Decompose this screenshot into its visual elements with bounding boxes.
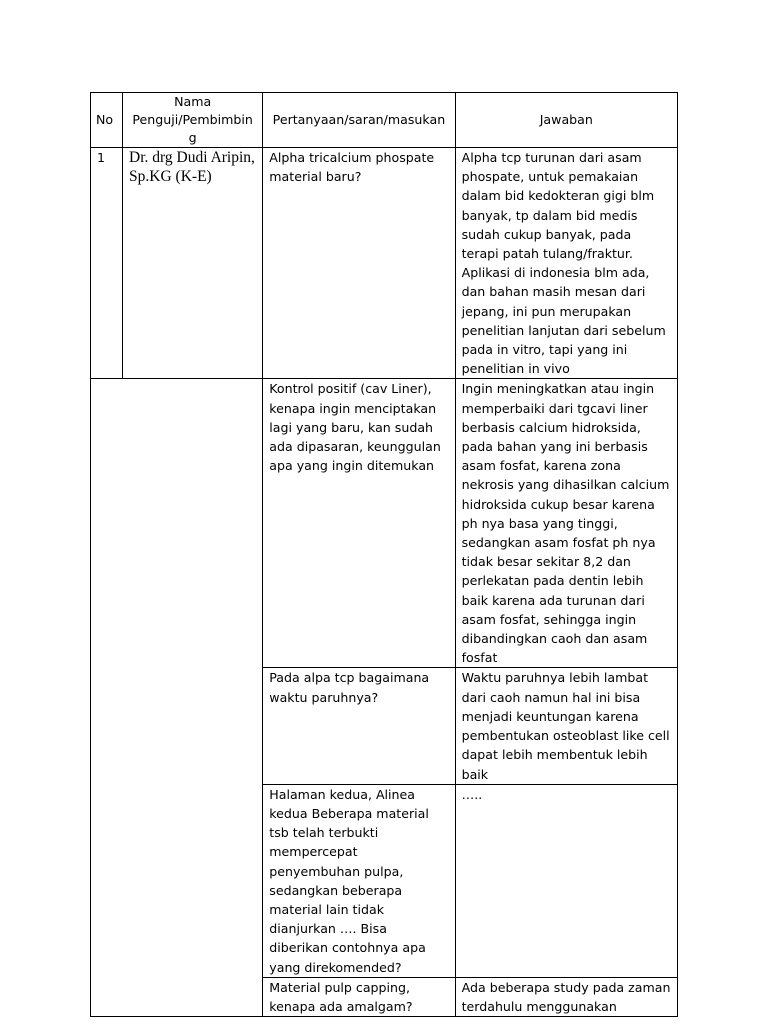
header-row (91, 93, 678, 148)
table-row (91, 784, 678, 977)
empty-cell (91, 379, 263, 668)
answer-cell: Waktu paruhnya lebih lambat dari caoh namun hal ini bisa menjadi keuntungan karena pembentukan osteoblast like cell dapat lebih membentuk lebih baik (455, 668, 677, 784)
question-cell: Halaman kedua, Alinea kedua Beberapa material tsb telah terbukti mempercepat penyembuhan pulpa, sedangkan beberapa material lain tidak dianjurkan …. Bisa diberikan contohnya apa yang direkomended? (263, 784, 455, 977)
answer-cell: Ada beberapa study pada zaman terdahulu menggunakan (455, 977, 677, 1016)
header-no: No (91, 93, 123, 148)
answer-cell: Ingin meningkatkan atau ingin memperbaiki dari tgcavi liner berbasis calcium hidroksida, pada bahan yang ini berbasis asam fosfat, karena zona nekrosis yang dihasilkan calcium hidroksida cukup besar karena ph nya basa yang tinggi, sedangkan asam fosfat ph nya tidak besar sekitar 8,2 dan perlekatan pada dentin lebih baik karena ada turunan dari asam fosfat, sehingga ingin dibandingkan caoh dan asam fosfat (455, 379, 677, 668)
empty-cell (91, 668, 263, 784)
header-question: Pertanyaan/saran/masukan (263, 93, 455, 148)
header-name-line2: Penguji/Pembimbing (132, 112, 253, 145)
table-row (91, 977, 678, 1016)
question-cell: Material pulp capping, kenapa ada amalgam? (263, 977, 455, 1016)
question-cell: Kontrol positif (cav Liner), kenapa ingin menciptakan lagi yang baru, kan sudah ada dipasaran, keunggulan apa yang ingin ditemukan (263, 379, 455, 668)
table-row (91, 668, 678, 784)
question-cell: Pada alpa tcp bagaimana waktu paruhnya? (263, 668, 455, 784)
examiner-name: Dr. drg Dudi Aripin, Sp.KG (K-E) (123, 148, 263, 379)
answer-cell: ….. (455, 784, 677, 977)
table-row (91, 148, 678, 379)
question-cell: Alpha tricalcium phospate material baru? (263, 148, 455, 379)
empty-cell (91, 977, 263, 1016)
answer-cell: Alpha tcp turunan dari asam phospate, untuk pemakaian dalam bid kedokteran gigi blm banyak, tp dalam bid medis sudah cukup banyak, pada terapi patah tulang/fraktur. Aplikasi di indonesia blm ada, dan bahan masih mesan dari jepang, ini pun merupakan penelitian lanjutan dari sebelum pada in vitro, tapi yang ini penelitian in vivo (455, 148, 677, 379)
header-name (123, 93, 263, 148)
header-name-line1: Nama (174, 94, 212, 109)
empty-cell (91, 784, 263, 977)
header-answer: Jawaban (455, 93, 677, 148)
qa-table (90, 92, 678, 1017)
row-number: 1 (91, 148, 123, 379)
table-row (91, 379, 678, 668)
